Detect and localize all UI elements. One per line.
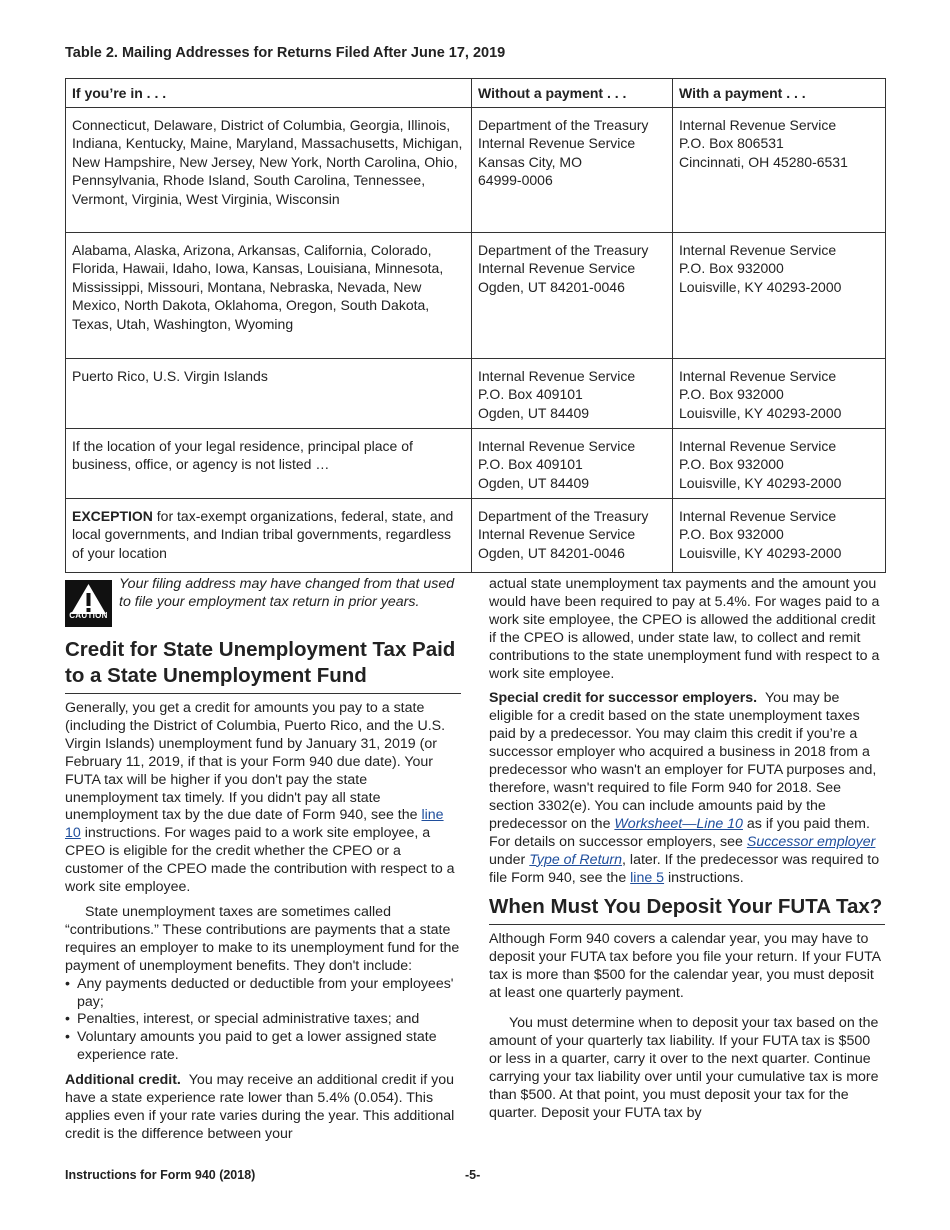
- caution-text: Your filing address may have changed from that used to file your employment tax return in prior years.: [119, 576, 455, 610]
- run-in-heading: Additional credit.: [65, 1072, 181, 1089]
- table-row: [66, 107, 886, 232]
- with-payment-cell: [673, 232, 886, 358]
- bullet-marker: •: [65, 1029, 70, 1046]
- address-line: Internal Revenue Service: [478, 260, 636, 277]
- address-line: P.O. Box 932000: [679, 386, 784, 403]
- text-run: instructions.: [664, 869, 744, 886]
- address-line: Cincinnati, OH 45280-6531: [679, 153, 848, 170]
- address-line: Louisville, KY 40293-2000: [679, 404, 842, 421]
- location-cell: Puerto Rico, U.S. Virgin Islands: [66, 358, 472, 428]
- address-line: Louisville, KY 40293-2000: [679, 474, 842, 491]
- address-line: P.O. Box 932000: [679, 260, 784, 277]
- without-payment-cell: [472, 358, 673, 428]
- paragraph: [65, 700, 461, 897]
- text-run: Generally, you get a credit for amounts you pay to a state (including the District of Columbia, Puerto Rico, and the U.S. Virgin Islands) unemployment fund by January 31, 2019 (or February 11, 2019, if that is your Form 940 due date). Your FUTA tax will be higher if you don't pay the state unemployment tax timely. If you didn't pay all state unemployment tax by the due date of Form 940, see the: [65, 700, 446, 824]
- address-line: P.O. Box 932000: [679, 526, 784, 543]
- address-line: Ogden, UT 84201-0046: [478, 544, 625, 561]
- type-of-return-link[interactable]: Type of Return: [529, 851, 623, 868]
- address-line: Internal Revenue Service: [478, 367, 636, 384]
- list-item-text: Voluntary amounts you paid to get a lower assigned state experience rate.: [77, 1029, 437, 1064]
- section-heading-credit: Credit for State Unemployment Tax Paid to a State Unemployment Fund: [65, 637, 461, 694]
- paragraph: State unemployment taxes are sometimes called “contributions.” These contributions are payments that a state requires an employer to make to its unemployment fund for the payment of unemployment benefits. They don't include:: [65, 903, 460, 974]
- location-cell: If the location of your legal residence, principal place of business, office, or agency is not listed …: [66, 428, 472, 498]
- bullet-marker: •: [65, 975, 70, 992]
- address-line: Department of the Treasury: [478, 507, 649, 524]
- address-line: Louisville, KY 40293-2000: [679, 278, 842, 295]
- exception-text: for tax-exempt organizations, federal, state, and local governments, and Indian tribal governments, regardless of your location: [72, 507, 454, 561]
- address-line: Kansas City, MO: [478, 153, 582, 170]
- address-line: Internal Revenue Service: [478, 437, 636, 454]
- table-row: [66, 358, 886, 428]
- table-row: [66, 232, 886, 358]
- line-5-link[interactable]: line 5: [630, 869, 665, 886]
- paragraph: You must determine when to deposit your tax based on the amount of your quarterly tax liability. If your FUTA tax is $500 or less in a quarter, carry it over to the next quarter. Continue carrying your tax liability over until your cumulative tax is more than $500. At that point, you must deposit your tax for the quarter. Deposit your FUTA tax by: [489, 1015, 879, 1121]
- without-payment-cell: [472, 232, 673, 358]
- address-line: Internal Revenue Service: [679, 116, 837, 133]
- text-run: under: [489, 851, 530, 868]
- with-payment-cell: [673, 428, 886, 498]
- footer-title: Instructions for Form 940 (2018): [65, 1168, 256, 1182]
- mailing-address-table: [65, 78, 886, 573]
- with-payment-cell: [673, 107, 886, 232]
- text-run: , later. If the predecessor was required to file Form 940, see the: [489, 851, 880, 886]
- address-line: Department of the Treasury: [478, 241, 649, 258]
- address-line: Ogden, UT 84409: [478, 474, 590, 491]
- address-line: P.O. Box 806531: [679, 135, 784, 152]
- successor-employer-link[interactable]: Successor employer: [746, 833, 876, 850]
- section-heading-deposit: When Must You Deposit Your FUTA Tax?: [489, 894, 885, 925]
- caution-label: CAUTION: [69, 611, 108, 621]
- address-line: Internal Revenue Service: [679, 437, 837, 454]
- address-line: P.O. Box 932000: [679, 456, 784, 473]
- exception-label: EXCEPTION: [72, 507, 153, 524]
- text-run: You may receive an additional credit if you have a state experience rate lower than 5.4% (0.054). This applies even if your rate varies during the year. This additional credit is the difference between your: [65, 1072, 455, 1142]
- text-run: actual state unemployment tax payments and the amount you would have been required to pay at 5.4%. For wages paid to a work site employee, the CPEO is allowed the additional credit if the CPEO is allowed, under state law, to collect and remit contributions to the state unemployment fund with respect to a work site employee.: [489, 576, 880, 682]
- table-row: [66, 428, 886, 498]
- bullet-marker: •: [65, 1011, 70, 1028]
- address-line: Internal Revenue Service: [679, 367, 837, 384]
- table-row: [66, 498, 886, 572]
- location-cell: Alabama, Alaska, Arizona, Arkansas, California, Colorado, Florida, Hawaii, Idaho, Iowa, Kansas, Louisiana, Minnesota, Mississippi, Missouri, Montana, Nebraska, Nevada, New Mexico, North Dakota, Oklahoma, Oregon, South Dakota, Texas, Utah, Washington, Wyoming: [66, 232, 472, 358]
- right-column: [489, 576, 885, 1129]
- address-line: P.O. Box 409101: [478, 386, 583, 403]
- left-column: [65, 576, 461, 1151]
- with-payment-cell: [673, 498, 886, 572]
- list-item: [65, 1011, 461, 1029]
- run-in-heading: Special credit for successor employers.: [489, 690, 758, 707]
- address-line: Internal Revenue Service: [679, 507, 837, 524]
- list-item-text: Penalties, interest, or special administrative taxes; and: [77, 1011, 420, 1028]
- address-line: P.O. Box 409101: [478, 456, 583, 473]
- paragraph: [489, 690, 885, 887]
- without-payment-cell: [472, 107, 673, 232]
- table-title: Table 2. Mailing Addresses for Returns Filed After June 17, 2019: [65, 45, 506, 61]
- paragraph: [65, 1072, 461, 1144]
- list-item-text: Any payments deducted or deductible from your employees' pay;: [77, 975, 454, 1010]
- paragraph: [489, 576, 885, 683]
- header-with-payment: With a payment . . .: [673, 79, 886, 108]
- line-10-link[interactable]: line 10: [65, 807, 444, 842]
- address-line: Ogden, UT 84409: [478, 404, 590, 421]
- address-line: Department of the Treasury: [478, 116, 649, 133]
- address-line: Louisville, KY 40293-2000: [679, 544, 842, 561]
- without-payment-cell: [472, 498, 673, 572]
- address-line: Internal Revenue Service: [478, 135, 636, 152]
- paragraph: Although Form 940 covers a calendar year, you may have to deposit your FUTA tax before you file your return. If your FUTA tax is more than $500 for the calendar year, you must deposit at least one quarterly payment.: [489, 931, 881, 1002]
- caution-note: [65, 576, 461, 627]
- without-payment-cell: [472, 428, 673, 498]
- header-location: If you’re in . . .: [66, 79, 472, 108]
- with-payment-cell: [673, 358, 886, 428]
- list-item: [65, 976, 461, 1012]
- location-cell: Connecticut, Delaware, District of Columbia, Georgia, Illinois, Indiana, Kentucky, Maine, Maryland, Massachusetts, Michigan, New Hampshire, New Jersey, New York, North Carolina, Ohio, Pennsylvania, Rhode Island, South Carolina, Tennessee, Vermont, Virginia, West Virginia, Wisconsin: [66, 107, 472, 232]
- address-line: Internal Revenue Service: [478, 526, 636, 543]
- table-header-row: [66, 79, 886, 108]
- worksheet-line-10-link[interactable]: Worksheet—Line 10: [614, 815, 743, 832]
- list-item: [65, 1029, 461, 1065]
- page-number: -5-: [465, 1168, 481, 1182]
- address-line: Internal Revenue Service: [679, 241, 837, 258]
- text-run: You may be eligible for a credit based on the state unemployment taxes paid by a predecessor. You may claim this credit if you’re a successor employer who acquired a business in 2018 from a predecessor who wasn't an employer for FUTA purposes and, therefore, wasn't required to file Form 940 for 2018. See section 3302(e). You can include amounts paid by the predecessor on the: [489, 690, 877, 832]
- caution-icon: [65, 580, 112, 627]
- address-line: Ogden, UT 84201-0046: [478, 278, 625, 295]
- header-without-payment: Without a payment . . .: [472, 79, 673, 108]
- text-run: as if you paid them. For details on successor employers, see: [489, 815, 870, 850]
- location-cell: [66, 498, 472, 572]
- text-run: instructions. For wages paid to a work site employee, a CPEO is eligible for the credit whether the CPEO or a customer of the CPEO made the contribution with respect to a work site employee.: [65, 825, 455, 896]
- address-line: 64999-0006: [478, 172, 553, 189]
